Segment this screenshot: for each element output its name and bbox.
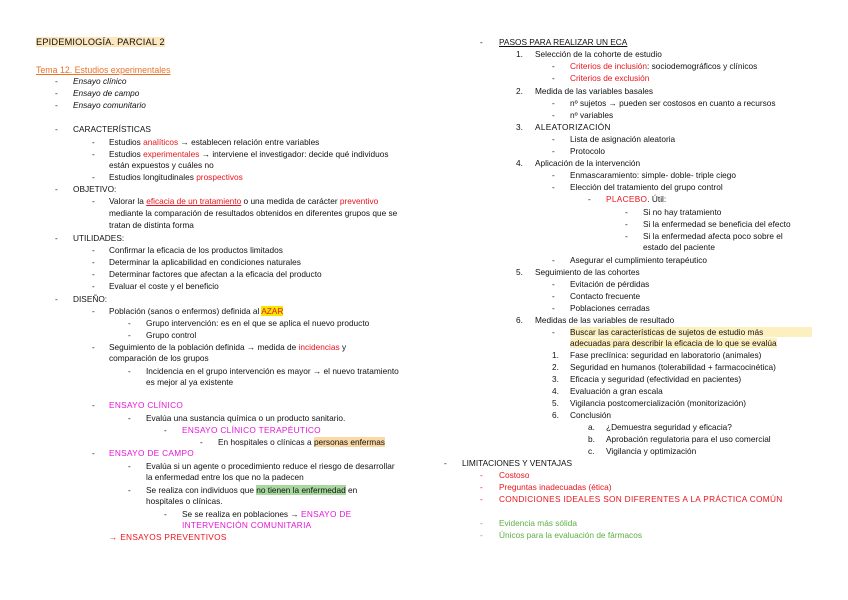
paso-4-cumplimiento: Asegurar el cumplimiento terapéutico	[570, 255, 707, 265]
paso-6-buscar: Buscar las características de sujetos de estudio más	[570, 327, 812, 337]
bullet-dash: -	[480, 482, 483, 492]
topic-heading: Tema 12. Estudios experimentales	[36, 65, 171, 75]
list-number: 2.	[516, 86, 523, 96]
bullet-dash: -	[480, 470, 483, 480]
ensayos-preventivos: → ENSAYOS PREVENTIVOS	[109, 532, 227, 542]
bullet-dash: -	[552, 182, 555, 192]
paso-4-eleccion: Elección del tratamiento del grupo control	[570, 182, 723, 192]
diseno-incidencia-cont: es mejor al ya existente	[146, 377, 234, 387]
fase-item: Eficacia y seguridad (efectividad en pacientes)	[570, 374, 742, 384]
bullet-dash: -	[92, 281, 95, 291]
ventaja-item: Evidencia más sólida	[499, 518, 577, 528]
utilidad-item: Confirmar la eficacia de los productos limitados	[109, 245, 283, 255]
fase-item: Vigilancia postcomercialización (monitorización)	[570, 398, 747, 408]
bullet-dash: -	[128, 485, 131, 495]
paso-5-contacto: Contacto frecuente	[570, 291, 641, 301]
ensayo-campo-item-3-cont: INTERVENCIÓN COMUNITARIA	[182, 520, 312, 530]
caract-item-3: Estudios longitudinales prospectivos	[109, 172, 243, 182]
conclusion-item: Vigilancia y optimización	[606, 446, 697, 456]
placebo-item-1: Si no hay tratamiento	[643, 207, 722, 217]
bullet-dash: -	[92, 172, 95, 182]
ensayo-campo-item-1-cont: la enfermedad entre los que no la padecen	[146, 472, 304, 482]
bullet-dash: -	[588, 194, 591, 204]
paso-4-enmascaramiento: Enmascaramiento: simple- doble- triple ciego	[570, 170, 737, 180]
objetivo-line-1: Valorar la eficacia de un tratamiento o una medida de carácter preventivo	[109, 196, 379, 206]
diseno-poblacion: Población (sanos o enfermos) definida al AZAR	[109, 306, 284, 316]
ensayo-campo-item-2-cont: hospitales o clínicas.	[146, 496, 223, 506]
bullet-dash: -	[92, 400, 95, 410]
list-number: 5.	[552, 398, 559, 408]
bullet-dash: -	[55, 76, 58, 86]
conclusion-item: Aprobación regulatoria para el uso comercial	[606, 434, 771, 444]
list-number: 1.	[516, 49, 523, 59]
caract-item-2: Estudios experimentales → interviene el investigador: decide qué individuos	[109, 149, 389, 159]
paso-5-perdidas: Evitación de pérdidas	[570, 279, 650, 289]
bullet-dash: -	[480, 530, 483, 540]
bullet-dash: -	[552, 61, 555, 71]
list-number: 4.	[516, 158, 523, 168]
ensayo-campo-item-1: Evalúa si un agente o procedimiento reduce el riesgo de desarrollar	[146, 461, 395, 471]
ensayo-clinico-hospitales: En hospitales o clínicas a personas enfermas	[218, 437, 385, 447]
bullet-dash: -	[625, 231, 628, 241]
bullet-dash: -	[625, 219, 628, 229]
list-number: 3.	[552, 374, 559, 384]
ensayo-campo-item-3: Se se realiza en poblaciones → ENSAYO DE	[182, 509, 352, 519]
diseno-heading: DISEÑO:	[73, 294, 108, 304]
utilidad-item: Determinar factores que afectan a la eficacia del producto	[109, 269, 322, 279]
bullet-dash: -	[552, 255, 555, 265]
ensayo-clinico-terapeutico: ENSAYO CLÍNICO TERAPÉUTICO	[182, 425, 321, 435]
bullet-dash: -	[55, 124, 58, 134]
bullet-dash: -	[92, 269, 95, 279]
bullet-dash: -	[480, 494, 483, 504]
bullet-dash: -	[552, 134, 555, 144]
list-number: 2.	[552, 362, 559, 372]
fase-item: Evaluación a gran escala	[570, 386, 663, 396]
type-item: Ensayo comunitario	[73, 100, 146, 110]
list-number: 1.	[552, 350, 559, 360]
type-item: Ensayo clínico	[73, 76, 127, 86]
bullet-dash: -	[92, 342, 95, 352]
ensayo-campo-heading: ENSAYO DE CAMPO	[109, 448, 195, 458]
bullet-dash: -	[128, 366, 131, 376]
fase-item: Fase preclínica: seguridad en laboratorio (animales)	[570, 350, 762, 360]
list-letter: c.	[588, 446, 595, 456]
bullet-dash: -	[92, 137, 95, 147]
utilidades-heading: UTILIDADES:	[73, 233, 125, 243]
bullet-dash: -	[552, 146, 555, 156]
paso-6-buscar-cont: adecuadas para describir la eficacia de lo que se evalúa	[570, 338, 777, 348]
bullet-dash: -	[55, 184, 58, 194]
list-number: 5.	[516, 267, 523, 277]
list-number: 6.	[552, 410, 559, 420]
bullet-dash: -	[55, 294, 58, 304]
list-number: 4.	[552, 386, 559, 396]
caract-item-2-cont: están expuestos y cuáles no	[109, 160, 214, 170]
caract-item-1: Estudios analíticos → establecen relación entre variables	[109, 137, 320, 147]
bullet-dash: -	[480, 37, 483, 47]
placebo-item-3: Si la enfermedad afecta poco sobre el	[643, 231, 783, 241]
pasos-heading: PASOS PARA REALIZAR UN ECA	[499, 37, 628, 47]
bullet-dash: -	[55, 100, 58, 110]
paso-1: Selección de la cohorte de estudio	[535, 49, 662, 59]
paso-3-lista: Lista de asignación aleatoria	[570, 134, 676, 144]
paso-4: Aplicación de la intervención	[535, 158, 641, 168]
bullet-dash: -	[480, 518, 483, 528]
bullet-dash: -	[552, 110, 555, 120]
list-number: 3.	[516, 122, 523, 132]
bullet-dash: -	[552, 291, 555, 301]
list-letter: a.	[588, 422, 595, 432]
bullet-dash: -	[92, 245, 95, 255]
fase-item: Conclusión	[570, 410, 612, 420]
limitacion-item: Preguntas inadecuadas (ética)	[499, 482, 612, 492]
paso-2-sujetos: nº sujetos → pueden ser costosos en cuanto a recursos	[570, 98, 776, 108]
bullet-dash: -	[552, 327, 555, 337]
paso-2: Medida de las variables basales	[535, 86, 654, 96]
bullet-dash: -	[552, 98, 555, 108]
diseno-grupo-intervencion: Grupo intervención: es en el que se aplica el nuevo producto	[146, 318, 370, 328]
bullet-dash: -	[128, 413, 131, 423]
fase-item: Seguridad en humanos (tolerabilidad + farmacocinética)	[570, 362, 776, 372]
conclusion-item: ¿Demuestra seguridad y eficacia?	[606, 422, 732, 432]
bullet-dash: -	[92, 149, 95, 159]
paso-1-exclusion: Criterios de exclusión	[570, 73, 650, 83]
ensayo-clinico-item: Evalúa una sustancia química o un producto sanitario.	[146, 413, 346, 423]
paso-5: Seguimiento de las cohortes	[535, 267, 640, 277]
bullet-dash: -	[92, 196, 95, 206]
bullet-dash: -	[55, 88, 58, 98]
placebo-item-2: Si la enfermedad se beneficia del efecto	[643, 219, 791, 229]
bullet-dash: -	[128, 461, 131, 471]
bullet-dash: -	[552, 73, 555, 83]
bullet-dash: -	[625, 207, 628, 217]
bullet-dash: -	[92, 257, 95, 267]
ventaja-item: Únicos para la evaluación de fármacos	[499, 530, 642, 540]
diseno-incidencia: Incidencia en el grupo intervención es mayor → el nuevo tratamiento	[146, 366, 399, 376]
limitacion-item: CONDICIONES IDEALES SON DIFERENTES A LA PRÁCTICA COMÚN	[499, 494, 783, 504]
bullet-dash: -	[92, 448, 95, 458]
bullet-dash: -	[552, 170, 555, 180]
objetivo-line-3: tratan de distinta forma	[109, 220, 194, 230]
bullet-dash: -	[92, 306, 95, 316]
paso-6: Medidas de las variables de resultado	[535, 315, 675, 325]
bullet-dash: -	[200, 437, 203, 447]
utilidad-item: Determinar la aplicabilidad en condiciones naturales	[109, 257, 301, 267]
bullet-dash: -	[128, 330, 131, 340]
paso-1-inclusion: Criterios de inclusión: sociodemográficos y clínicos	[570, 61, 758, 71]
objetivo-heading: OBJETIVO:	[73, 184, 117, 194]
diseno-seguimiento: Seguimiento de la población definida → medida de incidencias y	[109, 342, 347, 352]
list-number: 6.	[516, 315, 523, 325]
paso-5-poblaciones: Poblaciones cerradas	[570, 303, 650, 313]
doc-title: EPIDEMIOLOGÍA. PARCIAL 2	[36, 37, 165, 47]
paso-4-placebo: PLACEBO. Útil:	[606, 194, 667, 204]
limitaciones-heading: LIMITACIONES Y VENTAJAS	[462, 458, 573, 468]
utilidad-item: Evaluar el coste y el beneficio	[109, 281, 219, 291]
bullet-dash: -	[164, 425, 167, 435]
bullet-dash: -	[164, 509, 167, 519]
paso-2-variables: nº variables	[570, 110, 614, 120]
caract-heading: CARACTERÍSTICAS	[73, 124, 151, 134]
placebo-item-3-cont: estado del paciente	[643, 242, 715, 252]
objetivo-line-2: mediante la comparación de resultados obtenidos en diferentes grupos que se	[109, 208, 398, 218]
bullet-dash: -	[552, 279, 555, 289]
diseno-seguimiento-cont: comparación de los grupos	[109, 353, 209, 363]
ensayo-campo-item-2: Se realiza con individuos que no tienen la enfermedad en	[146, 485, 358, 495]
bullet-dash: -	[444, 458, 447, 468]
limitacion-item: Costoso	[499, 470, 530, 480]
diseno-grupo-control: Grupo control	[146, 330, 197, 340]
ensayo-clinico-heading: ENSAYO CLÍNICO	[109, 400, 184, 410]
type-item: Ensayo de campo	[73, 88, 140, 98]
bullet-dash: -	[552, 303, 555, 313]
paso-3-protocolo: Protocolo	[570, 146, 606, 156]
bullet-dash: -	[128, 318, 131, 328]
list-letter: b.	[588, 434, 595, 444]
bullet-dash: -	[55, 233, 58, 243]
paso-3: ALEATORIZACIÓN	[535, 122, 611, 132]
